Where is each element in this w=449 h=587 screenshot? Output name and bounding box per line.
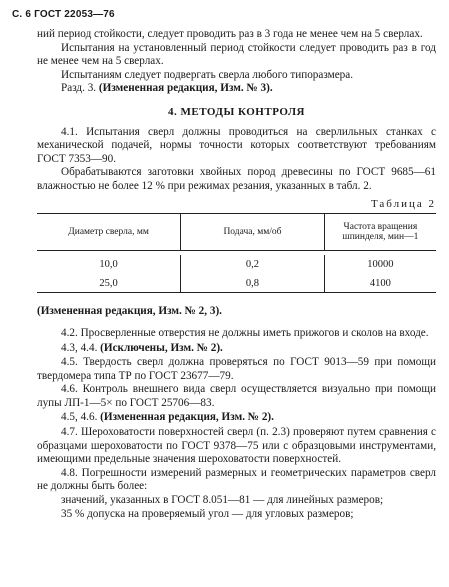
table-header-speed: Частота вращения шпинделя, мин—1 bbox=[324, 214, 436, 251]
table-row bbox=[37, 255, 436, 274]
paragraph-4-3-4-4 bbox=[37, 342, 436, 356]
table-cell: 10,0 bbox=[99, 259, 118, 271]
paragraph-4-8: 4.8. Погрешности измерений размерных и геометрических параметров сверл не должны быть более: bbox=[37, 466, 436, 493]
paragraph-intro-1: ний период стойкости, следует проводить раз в 3 года не менее чем на 5 сверлах. bbox=[37, 28, 423, 40]
table-header-diameter: Диаметр сверла, мм bbox=[37, 214, 181, 251]
table-cell: 0,8 bbox=[181, 274, 325, 293]
paragraph-4-6: 4.6. Контроль внешнего вида сверл осуществляется визуально при помощи лупы ЛП-1—5× по ГОСТ 25706—83. bbox=[37, 383, 436, 409]
section-title: 4. МЕТОДЫ КОНТРОЛЯ bbox=[168, 105, 305, 118]
paragraph-intro-3: Испытаниям следует подвергать сверла любого типоразмера. bbox=[61, 68, 354, 81]
amendment-2-3: (Измененная редакция, Изм. № 2, 3). bbox=[37, 305, 222, 318]
paragraph-4-1b: Обрабатываются заготовки хвойных пород древесины по ГОСТ 9685—61 влажностью не более 12 % при режимах резания, указанных в табл. 2. bbox=[37, 166, 436, 192]
paragraph-4-8b: 35 % допуска на проверяемый угол — для угловых размеров; bbox=[61, 507, 354, 520]
page-header: С. 6 ГОСТ 22053—76 bbox=[12, 9, 115, 20]
section3-amendment bbox=[37, 82, 436, 96]
table-row bbox=[37, 274, 436, 293]
section3-note: (Измененная редакция, Изм. № 3). bbox=[98, 82, 273, 95]
table-header-feed: Подача, мм/об bbox=[181, 214, 325, 251]
table-cell: 10000 bbox=[324, 255, 436, 274]
paragraph-4-5-4-6 bbox=[37, 411, 436, 425]
paragraph-4-5: 4.5. Твердость сверл должна проверяться по ГОСТ 9013—59 при помощи твердомера типа ТР по ГОСТ 23677—79. bbox=[37, 356, 436, 382]
p4344-prefix: 4.3, 4.4. bbox=[61, 341, 101, 354]
p4344-note: (Исключены, Изм. № 2). bbox=[100, 341, 223, 354]
paragraph-4-8a: значений, указанных в ГОСТ 8.051—81 — для линейных размеров; bbox=[61, 494, 384, 507]
section3-prefix: Разд. 3. bbox=[61, 82, 99, 95]
table-cell: 4100 bbox=[324, 274, 436, 293]
table-caption: Таблица 2 bbox=[370, 197, 436, 210]
table-header-row bbox=[37, 214, 436, 251]
paragraph-4-1: 4.1. Испытания сверл должны проводиться на сверлильных станках с механической подачей, нормы точности которых соответствуют требованиям ГОСТ 7353—90. bbox=[37, 125, 436, 165]
paragraph-4-7: 4.7. Шероховатости поверхностей сверл (п. 2.3) проверяют путем сравнения с образцами шероховатости по ГОСТ 9378—75 или с образцовыми инструментами, имеющими предельные значения шероховатости поверхностей. bbox=[37, 426, 436, 466]
p4546-note: (Измененная редакция, Изм. № 2). bbox=[100, 411, 274, 424]
paragraph-intro-2: Испытания на установленный период стойкости следует проводить раз в год не менее чем на 5 сверлах. bbox=[37, 41, 436, 68]
table-cell: 0,2 bbox=[181, 255, 325, 274]
p4546-prefix: 4.5, 4.6. bbox=[61, 411, 101, 424]
modes-table bbox=[37, 213, 436, 293]
document-body bbox=[37, 28, 436, 521]
paragraph-4-2: 4.2. Просверленные отверстия не должны иметь прижогов и сколов на входе. bbox=[61, 326, 429, 339]
table-cell: 25,0 bbox=[37, 274, 181, 293]
